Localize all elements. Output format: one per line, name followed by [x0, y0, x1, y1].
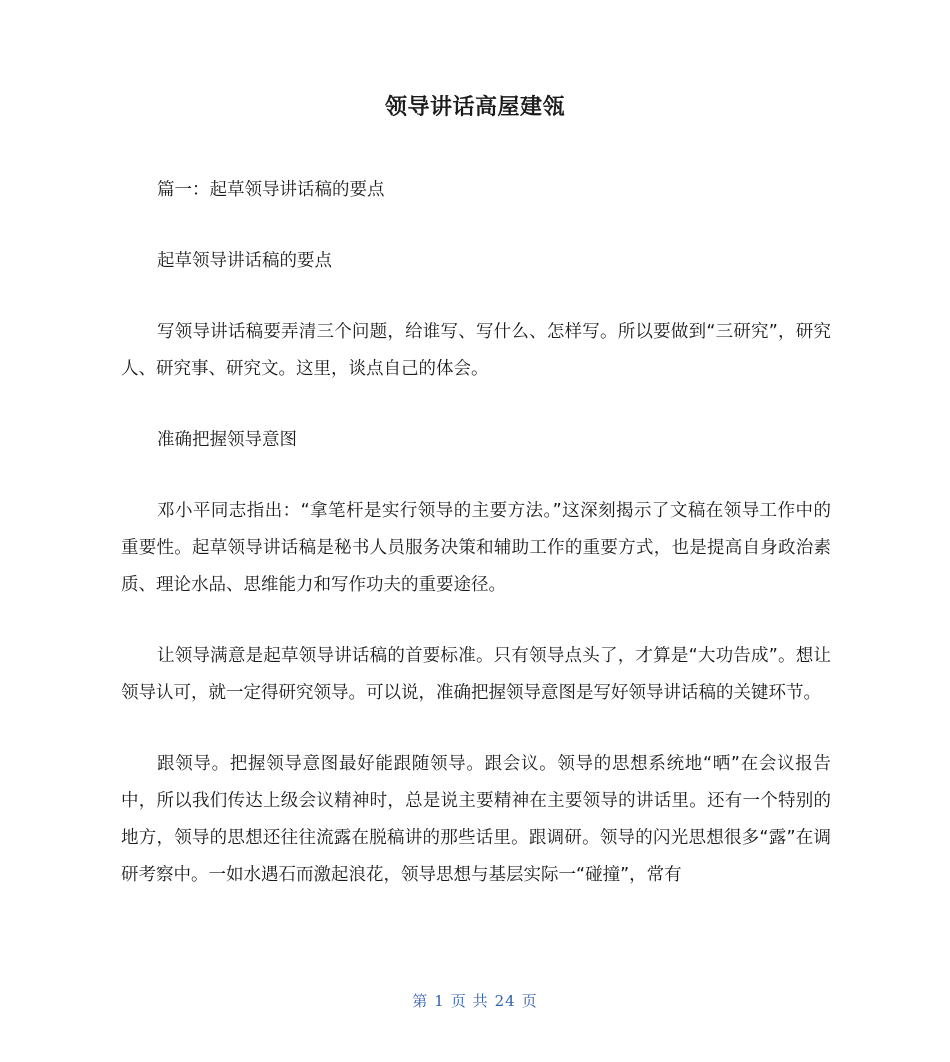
total-page-count: 24: [494, 992, 516, 1010]
footer-prefix: 第: [412, 992, 429, 1010]
body-paragraph: 让领导满意是起草领导讲话稿的首要标准。只有领导点头了，才算是“大功告成”。想让领导认可，就一定得研究领导。可以说，准确把握领导意图是写好领导讲话稿的关键环节。: [121, 646, 831, 703]
subsection-heading: 准确把握领导意图: [157, 430, 297, 450]
document-title: 领导讲话高屋建瓴: [384, 95, 565, 120]
page-number-footer: [0, 990, 950, 1011]
document-body: [121, 172, 831, 928]
footer-middle: 页 共: [450, 992, 489, 1010]
body-paragraph: 邓小平同志指出：“拿笔杆是实行领导的主要方法。”这深刻揭示了文稿在领导工作中的重要性。起草领导讲话稿是秘书人员服务决策和辅助工作的重要方式，也是提高自身政治素质、理论水品、思维能力和写作功夫的重要途径。: [121, 501, 831, 595]
section-heading: 篇一：起草领导讲话稿的要点: [157, 180, 385, 200]
current-page-number: 1: [434, 992, 445, 1010]
footer-suffix: 页: [521, 992, 538, 1010]
body-paragraph: 跟领导。把握领导意图最好能跟随领导。跟会议。领导的思想系统地“晒”在会议报告中，所以我们传达上级会议精神时，总是说主要精神在主要领导的讲话里。还有一个特别的地方，领导的思想还往往流露在脱稿讲的那些话里。跟调研。领导的闪光思想很多“露”在调研考察中。一如水遇石而激起浪花，领导思想与基层实际一“碰撞”，常有: [121, 754, 831, 885]
body-paragraph: 写领导讲话稿要弄清三个问题，给谁写、写什么、怎样写。所以要做到“三研究”，研究人、研究事、研究文。这里，谈点自己的体会。: [121, 322, 831, 379]
subsection-heading: 起草领导讲话稿的要点: [157, 251, 332, 271]
